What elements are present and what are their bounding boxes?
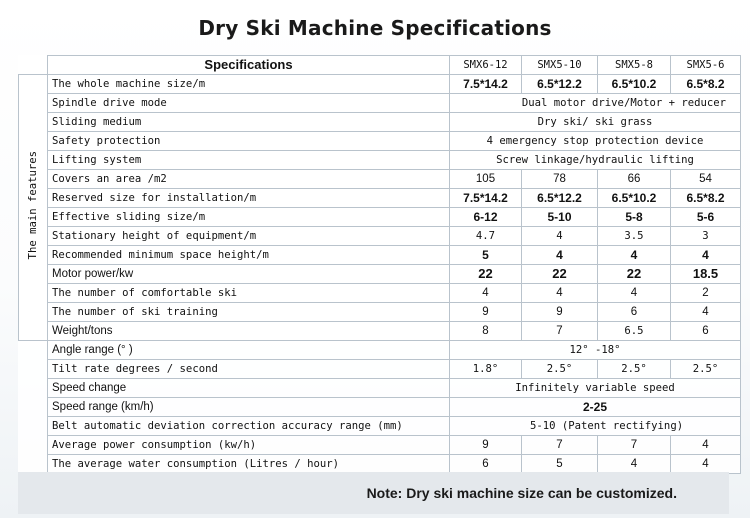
row-label: Belt automatic deviation correction accuracy range (mm) bbox=[48, 417, 450, 436]
cell-value: 8 bbox=[450, 322, 522, 341]
table-row bbox=[19, 417, 741, 436]
merged-value: 5-10 (Patent rectifying) bbox=[450, 417, 741, 436]
cell-value: 22 bbox=[598, 265, 671, 284]
row-label: Speed range (km/h) bbox=[48, 398, 450, 417]
spec-table bbox=[18, 55, 741, 474]
cell-value: 4 bbox=[671, 303, 741, 322]
merged-value: Dry ski/ ski grass bbox=[450, 113, 741, 132]
cell-value: 6.5*12.2 bbox=[522, 189, 598, 208]
cell-value: 9 bbox=[450, 436, 522, 455]
side-label: The main features bbox=[27, 150, 39, 260]
table-row bbox=[19, 75, 741, 94]
row-label: Stationary height of equipment/m bbox=[48, 227, 450, 246]
model-header: SMX6-12 bbox=[450, 56, 522, 75]
cell-value: 4 bbox=[671, 455, 741, 474]
model-header: SMX5-6 bbox=[671, 56, 741, 75]
page-title: Dry Ski Machine Specifications bbox=[198, 16, 552, 40]
row-label: Average power consumption (kw/h) bbox=[48, 436, 450, 455]
cell-value: 4.7 bbox=[450, 227, 522, 246]
cell-value: 6.5 bbox=[598, 322, 671, 341]
table-row bbox=[19, 132, 741, 151]
table-row bbox=[19, 265, 741, 284]
row-label: The average water consumption (Litres / hour) bbox=[48, 455, 450, 474]
cell-value: 7.5*14.2 bbox=[450, 189, 522, 208]
row-label: Weight/tons bbox=[48, 322, 450, 341]
cell-value: 4 bbox=[450, 284, 522, 303]
row-label: Effective sliding size/m bbox=[48, 208, 450, 227]
row-label: Speed change bbox=[48, 379, 450, 398]
cell-value: 6-12 bbox=[450, 208, 522, 227]
table-row bbox=[19, 151, 741, 170]
merged-value: 2-25 bbox=[450, 398, 741, 417]
cell-value: 6.5*8.2 bbox=[671, 75, 741, 94]
table-row bbox=[19, 170, 741, 189]
note-text: Note: Dry ski machine size can be customized. bbox=[366, 485, 677, 501]
row-label: The whole machine size/m bbox=[48, 75, 450, 94]
cell-value: 6 bbox=[450, 455, 522, 474]
cell-value: 5-8 bbox=[598, 208, 671, 227]
row-label: Reserved size for installation/m bbox=[48, 189, 450, 208]
row-label: The number of ski training bbox=[48, 303, 450, 322]
cell-value: 4 bbox=[522, 227, 598, 246]
table-row bbox=[19, 284, 741, 303]
merged-value: Screw linkage/hydraulic lifting bbox=[450, 151, 741, 170]
cell-value: 2.5° bbox=[522, 360, 598, 379]
table-row bbox=[19, 208, 741, 227]
cell-value: 4 bbox=[522, 246, 598, 265]
table-row bbox=[19, 455, 741, 474]
table-row bbox=[19, 94, 741, 113]
note-bar bbox=[18, 472, 729, 514]
cell-value: 2.5° bbox=[598, 360, 671, 379]
cell-value: 18.5 bbox=[671, 265, 741, 284]
table-row bbox=[19, 360, 741, 379]
spec-header: Specifications bbox=[48, 56, 450, 75]
table-row bbox=[19, 303, 741, 322]
cell-value: 4 bbox=[598, 246, 671, 265]
cell-value: 2 bbox=[671, 284, 741, 303]
cell-value: 7 bbox=[522, 322, 598, 341]
table-row bbox=[19, 113, 741, 132]
cell-value: 4 bbox=[598, 455, 671, 474]
cell-value: 7.5*14.2 bbox=[450, 75, 522, 94]
row-label: Covers an area /m2 bbox=[48, 170, 450, 189]
cell-value: 5-10 bbox=[522, 208, 598, 227]
table-row bbox=[19, 341, 741, 360]
table-header-row bbox=[19, 56, 741, 75]
table-row bbox=[19, 227, 741, 246]
model-header: SMX5-10 bbox=[522, 56, 598, 75]
cell-value: 1.8° bbox=[450, 360, 522, 379]
cell-value: 4 bbox=[522, 284, 598, 303]
cell-value: 6.5*12.2 bbox=[522, 75, 598, 94]
cell-value: 105 bbox=[450, 170, 522, 189]
row-label: Spindle drive mode bbox=[48, 94, 450, 113]
merged-value: Dual motor drive/Motor + reducer bbox=[450, 94, 741, 113]
row-label: Tilt rate degrees / second bbox=[48, 360, 450, 379]
cell-value: 5 bbox=[450, 246, 522, 265]
cell-value: 5 bbox=[522, 455, 598, 474]
cell-value: 6.5*8.2 bbox=[671, 189, 741, 208]
row-label: Angle range (° ) bbox=[48, 341, 450, 360]
row-label: The number of comfortable ski bbox=[48, 284, 450, 303]
cell-value: 6.5*10.2 bbox=[598, 75, 671, 94]
table-row bbox=[19, 322, 741, 341]
table-row bbox=[19, 189, 741, 208]
merged-value: 4 emergency stop protection device bbox=[450, 132, 741, 151]
cell-value: 4 bbox=[671, 436, 741, 455]
cell-value: 6 bbox=[598, 303, 671, 322]
cell-value: 9 bbox=[522, 303, 598, 322]
model-header: SMX5-8 bbox=[598, 56, 671, 75]
cell-value: 9 bbox=[450, 303, 522, 322]
table-row bbox=[19, 398, 741, 417]
cell-value: 78 bbox=[522, 170, 598, 189]
cell-value: 66 bbox=[598, 170, 671, 189]
cell-value: 22 bbox=[522, 265, 598, 284]
row-label: Recommended minimum space height/m bbox=[48, 246, 450, 265]
merged-value: 12° -18° bbox=[450, 341, 741, 360]
cell-value: 3.5 bbox=[598, 227, 671, 246]
cell-value: 4 bbox=[671, 246, 741, 265]
cell-value: 22 bbox=[450, 265, 522, 284]
row-label: Sliding medium bbox=[48, 113, 450, 132]
table-row bbox=[19, 379, 741, 398]
cell-value: 54 bbox=[671, 170, 741, 189]
row-label: Motor power/kw bbox=[48, 265, 450, 284]
cell-value: 3 bbox=[671, 227, 741, 246]
row-label: Lifting system bbox=[48, 151, 450, 170]
table-row bbox=[19, 246, 741, 265]
table-row bbox=[19, 436, 741, 455]
cell-value: 7 bbox=[522, 436, 598, 455]
merged-value: Infinitely variable speed bbox=[450, 379, 741, 398]
row-label: Safety protection bbox=[48, 132, 450, 151]
cell-value: 7 bbox=[598, 436, 671, 455]
cell-value: 2.5° bbox=[671, 360, 741, 379]
cell-value: 6.5*10.2 bbox=[598, 189, 671, 208]
cell-value: 4 bbox=[598, 284, 671, 303]
side-label-cell bbox=[19, 75, 48, 341]
cell-value: 5-6 bbox=[671, 208, 741, 227]
cell-value: 6 bbox=[671, 322, 741, 341]
